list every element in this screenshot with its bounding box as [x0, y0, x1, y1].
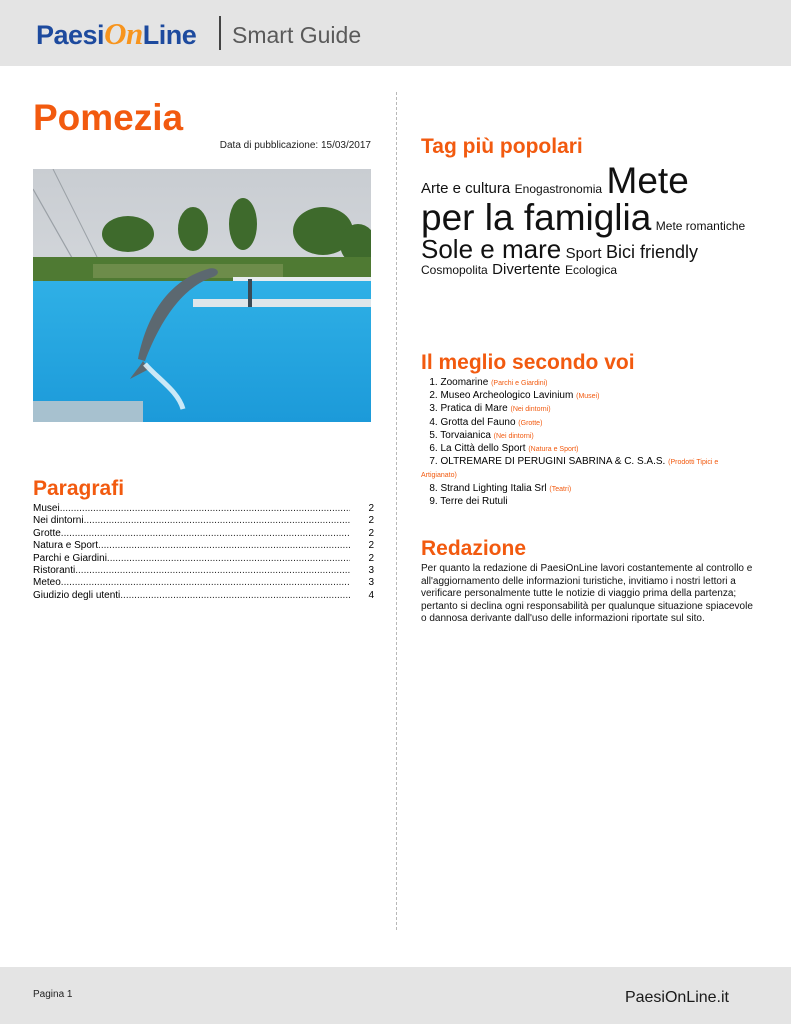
best-item-number: 6.: [429, 443, 438, 455]
toc-item-page: 3: [368, 565, 374, 577]
best-heading: Il meglio secondo voi: [421, 351, 635, 374]
tags-heading: Tag più popolari: [421, 135, 583, 158]
toc-item-page: 2: [368, 527, 374, 539]
best-item-number: 9.: [429, 495, 438, 507]
best-item-category[interactable]: (Natura e Sport): [528, 446, 579, 454]
best-item-name[interactable]: Terre dei Rutuli: [440, 495, 508, 507]
toc-item-name: Parchi e Giardini: [33, 552, 107, 564]
header-title: Smart Guide: [232, 22, 362, 48]
header-bar: [0, 0, 791, 66]
best-item-category[interactable]: (Teatri): [549, 485, 572, 493]
best-item-name[interactable]: Museo Archeologico Lavinium: [440, 390, 574, 402]
toc-item-page: 2: [368, 503, 374, 514]
toc-leader: [107, 553, 350, 565]
best-list-item[interactable]: [421, 377, 751, 390]
best-item-category[interactable]: (Nei dintorni): [510, 406, 551, 414]
dolphin-photo: [33, 169, 371, 422]
toc-item-name: Musei: [33, 503, 60, 514]
best-item-number: 2.: [429, 390, 438, 402]
column-divider: [396, 92, 397, 930]
best-item-name[interactable]: Grotta del Fauno: [440, 416, 516, 428]
best-item-number: 5.: [429, 429, 438, 441]
page-number: Pagina 1: [33, 989, 73, 1000]
toc-leader: [84, 515, 350, 527]
toc-item-page: 2: [368, 540, 374, 552]
toc-item[interactable]: [33, 577, 374, 589]
best-item-name[interactable]: Pratica di Mare: [440, 403, 508, 415]
best-list-item[interactable]: [421, 496, 751, 509]
toc-item-name: Grotte: [33, 527, 61, 539]
toc-item[interactable]: [33, 528, 374, 540]
best-item-number: 3.: [429, 403, 438, 415]
editorial-text: Per quanto la redazione di PaesiOnLine lavori costantemente al controllo e all'aggiornamento delle informazioni turistiche, invitiamo i nostri lettori a verificare personalmente tutte le notizie di viaggio prima della partenza; pertanto si declina ogni responsabilità per qualunque situazione spiacevole o dannosa derivante dall'uso delle informazioni riportate sul sito.: [421, 563, 753, 625]
best-list-item[interactable]: [421, 417, 751, 430]
toc-item-page: 2: [368, 552, 374, 564]
toc-item-name: Nei dintorni: [33, 515, 84, 527]
tag-link[interactable]: Ecologica: [564, 263, 618, 277]
toc-leader: [98, 540, 350, 552]
best-item-name[interactable]: La Città dello Sport: [440, 443, 526, 455]
toc-item-name: Giudizio degli utenti: [33, 589, 121, 601]
toc-item[interactable]: [33, 590, 374, 602]
table-of-contents: [33, 503, 374, 602]
tag-link[interactable]: Mete romantiche: [655, 219, 746, 233]
tag-link[interactable]: Bici friendly: [605, 242, 698, 262]
toc-item[interactable]: [33, 540, 374, 552]
toc-leader: [61, 528, 350, 540]
toc-leader: [61, 577, 350, 589]
best-item-category[interactable]: (Nei dintorni): [493, 432, 534, 440]
tag-cloud: [421, 162, 751, 278]
best-list-item[interactable]: [421, 390, 751, 403]
tag-link[interactable]: Cosmopolita: [421, 263, 488, 277]
toc-item-page: 2: [368, 515, 374, 527]
toc-leader: [60, 503, 350, 515]
best-item-name[interactable]: Zoomarine: [440, 377, 489, 388]
toc-leader: [120, 590, 350, 602]
best-list-item[interactable]: [421, 456, 751, 482]
tag-link[interactable]: Mete per la famiglia: [421, 160, 689, 238]
best-item-number: 1.: [429, 377, 438, 388]
best-item-number: 8.: [429, 482, 438, 494]
footer-bar: [0, 967, 791, 1024]
editorial-heading: Redazione: [421, 537, 527, 560]
toc-item[interactable]: [33, 565, 374, 577]
toc-item-name: Natura e Sport: [33, 540, 99, 552]
best-item-category[interactable]: (Grotte): [518, 419, 543, 427]
toc-item[interactable]: [33, 553, 374, 565]
toc-item-name: Ristoranti: [33, 565, 76, 577]
tag-link[interactable]: Sole e mare: [421, 234, 562, 264]
best-item-name[interactable]: Strand Lighting Italia Srl: [440, 482, 547, 494]
best-item-number: 7.: [429, 456, 438, 468]
best-item-number: 4.: [429, 416, 438, 428]
best-list-item[interactable]: [421, 403, 751, 416]
best-list-item[interactable]: [421, 430, 751, 443]
site-link[interactable]: PaesiOnLine.it: [624, 989, 729, 1006]
best-list-item[interactable]: [421, 443, 751, 456]
paragraphs-heading: Paragrafi: [33, 477, 125, 500]
best-item-category[interactable]: (Parchi e Giardini): [491, 380, 548, 387]
toc-item-name: Meteo: [33, 577, 61, 589]
toc-item-page: 4: [368, 589, 374, 601]
best-item-category[interactable]: (Musei): [576, 393, 600, 401]
toc-item[interactable]: [33, 503, 374, 515]
tag-link[interactable]: Enogastronomia: [514, 182, 603, 196]
best-list: [421, 377, 751, 509]
city-title: Pomezia: [33, 97, 184, 138]
best-item-name[interactable]: OLTREMARE DI PERUGINI SABRINA & C. S.A.S.: [440, 456, 666, 468]
tag-link[interactable]: Sport: [565, 245, 602, 262]
best-item-name[interactable]: Torvaianica: [440, 429, 491, 441]
best-item-category[interactable]: (Prodotti Tipici e Artigianato): [421, 459, 719, 480]
header-separator: [219, 16, 221, 50]
toc-item[interactable]: [33, 515, 374, 527]
publication-date: Data di pubblicazione: 15/03/2017: [219, 140, 371, 151]
paesionline-logo[interactable]: PaesiOnLine: [36, 16, 197, 51]
tag-link[interactable]: Divertente: [492, 261, 561, 278]
toc-leader: [75, 565, 350, 577]
best-list-item[interactable]: [421, 483, 751, 496]
tag-link[interactable]: Arte e cultura: [421, 180, 511, 197]
toc-item-page: 3: [368, 577, 374, 589]
